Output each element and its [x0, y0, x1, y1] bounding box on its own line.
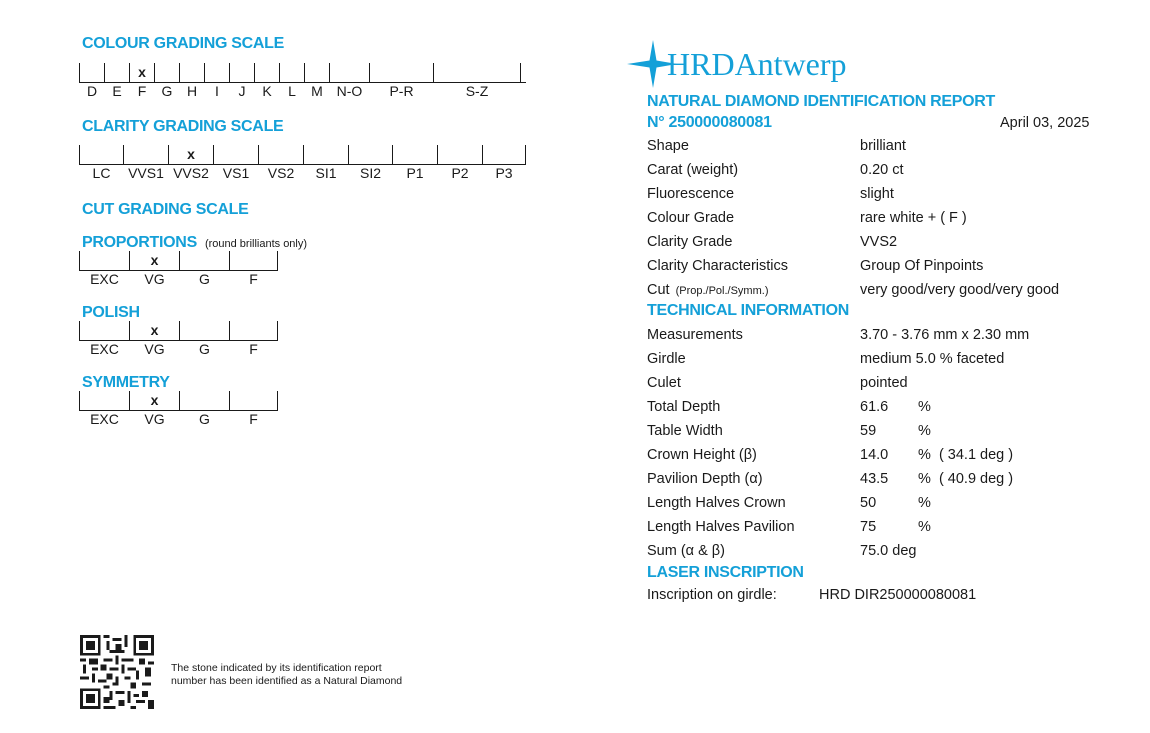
proportions-grade-cell	[129, 251, 179, 287]
colour-grade-label: G	[161, 83, 173, 99]
colour-grade-cell	[129, 63, 154, 99]
symmetry-grade-label: G	[199, 411, 210, 427]
clarity-grade-cell	[123, 145, 168, 181]
proportions-grade-mark: x	[150, 252, 159, 268]
clarity-grade-label: VVS2	[173, 165, 209, 181]
colour-grade-cell	[329, 63, 369, 99]
polish-grade-label: G	[199, 341, 210, 357]
polish-grade-label: F	[249, 341, 258, 357]
report-item-label: Shape	[647, 138, 689, 154]
inscription-value: HRD DIR250000080081	[819, 587, 977, 603]
clarity-grade-cell	[79, 145, 123, 181]
proportions-note: (round brilliants only)	[204, 238, 308, 250]
polish-grade-label: VG	[144, 341, 165, 357]
report-item-label: Carat (weight)	[647, 162, 739, 178]
logo-text: HRDAntwerp	[667, 46, 847, 82]
report-item-value: Group Of Pinpoints	[860, 258, 984, 274]
colour-grade-label: N-O	[336, 83, 363, 99]
report-item-value: slight	[860, 186, 894, 202]
proportions-scale	[79, 251, 278, 287]
footer-note: The stone indicated by its identification report number has been identified as a Natural Diamond	[171, 662, 403, 687]
clarity-grade-cell	[482, 145, 526, 181]
technical-item-value: 59	[860, 423, 877, 439]
proportions-grade-cell	[179, 251, 229, 287]
report-item-label: Colour Grade	[647, 210, 735, 226]
symmetry-grade-cell	[229, 391, 278, 427]
clarity-grade-label: LC	[92, 165, 111, 181]
colour-grade-label: J	[238, 83, 246, 99]
clarity-grade-cell	[348, 145, 392, 181]
polish-grade-label: EXC	[90, 341, 119, 357]
proportions-grade-label: G	[199, 271, 210, 287]
technical-item-value: pointed	[860, 375, 908, 391]
proportions-grade-label: F	[249, 271, 258, 287]
clarity-grade-cell	[258, 145, 303, 181]
report-item-value: rare white + ( F )	[860, 210, 967, 226]
colour-grading-scale	[79, 63, 526, 99]
polish-title: POLISH	[82, 304, 140, 321]
colour-grade-cell	[204, 63, 229, 99]
clarity-grade-cell	[392, 145, 437, 181]
cut-scale-title: CUT GRADING SCALE	[82, 201, 249, 218]
report-item-value: very good/very good/very good	[860, 282, 1060, 298]
symmetry-grade-cell	[129, 391, 179, 427]
proportions-title: PROPORTIONS (round brilliants only)	[82, 234, 308, 251]
symmetry-scale	[79, 391, 278, 427]
polish-grade-cell	[79, 321, 129, 357]
proportions-grade-label: EXC	[90, 271, 119, 287]
clarity-grade-label: SI2	[359, 165, 381, 181]
colour-grade-cell	[369, 63, 433, 99]
colour-grade-label: H	[186, 83, 198, 99]
clarity-grade-cell	[213, 145, 258, 181]
technical-item-unit: %	[918, 423, 931, 439]
polish-grade-mark: x	[150, 322, 159, 338]
polish-scale	[79, 321, 278, 357]
colour-grade-cell	[104, 63, 129, 99]
clarity-grade-label: P2	[451, 165, 469, 181]
clarity-grade-label: VVS1	[128, 165, 164, 181]
qr-code-icon	[80, 635, 154, 709]
colour-grade-cell	[254, 63, 279, 99]
colour-grade-label: F	[137, 83, 147, 99]
report-number: N° 250000080081	[647, 114, 772, 131]
inscription-label: Inscription on girdle:	[647, 587, 777, 603]
laser-title: LASER INSCRIPTION	[647, 564, 804, 581]
polish-grade-cell	[129, 321, 179, 357]
clarity-grade-label: VS2	[267, 165, 295, 181]
symmetry-grade-label: F	[249, 411, 258, 427]
report-item-label: Clarity Characteristics	[647, 258, 788, 274]
report-item-value: 0.20 ct	[860, 162, 904, 178]
colour-grade-mark: x	[138, 64, 146, 80]
colour-grade-label: M	[311, 83, 323, 99]
technical-item-label: Culet	[647, 375, 681, 391]
colour-grade-label: L	[288, 83, 296, 99]
symmetry-grade-cell	[179, 391, 229, 427]
technical-item-value: medium 5.0 % faceted	[860, 351, 1005, 367]
polish-grade-cell	[229, 321, 278, 357]
clarity-grading-scale	[79, 145, 526, 181]
clarity-grade-label: SI1	[315, 165, 337, 181]
technical-item-value: 3.70 - 3.76 mm x 2.30 mm	[860, 327, 1030, 343]
technical-item-label: Pavilion Depth (α)	[647, 471, 763, 487]
symmetry-title: SYMMETRY	[82, 374, 170, 391]
polish-grade-cell	[179, 321, 229, 357]
colour-grade-cell	[79, 63, 104, 99]
proportions-grade-cell	[79, 251, 129, 287]
clarity-grade-label: VS1	[222, 165, 250, 181]
symmetry-grade-label: VG	[144, 411, 165, 427]
colour-grade-cell	[179, 63, 204, 99]
clarity-grade-cell	[437, 145, 482, 181]
report-item-value: VVS2	[860, 234, 898, 250]
colour-grade-label: P-R	[389, 83, 414, 99]
technical-item-unit: % ( 40.9 deg )	[918, 471, 1014, 487]
technical-item-label: Crown Height (β)	[647, 447, 757, 463]
technical-title: TECHNICAL INFORMATION	[647, 302, 849, 319]
colour-scale-title: COLOUR GRADING SCALE	[82, 35, 285, 52]
technical-item-value: 50	[860, 495, 877, 511]
technical-item-value: 75	[860, 519, 877, 535]
technical-item-unit: % ( 34.1 deg )	[918, 447, 1014, 463]
symmetry-grade-label: EXC	[90, 411, 119, 427]
report-item-label: Cut (Prop./Pol./Symm.)	[647, 282, 769, 298]
technical-item-label: Girdle	[647, 351, 686, 367]
technical-item-unit: %	[918, 495, 931, 511]
technical-item-label: Length Halves Pavilion	[647, 519, 795, 535]
technical-item-value: 14.0	[860, 447, 889, 463]
colour-grade-cell	[433, 63, 521, 99]
technical-item-value: 61.6	[860, 399, 889, 415]
clarity-grade-cell	[303, 145, 348, 181]
colour-grade-label: E	[112, 83, 122, 99]
technical-item-label: Total Depth	[647, 399, 721, 415]
proportions-grade-label: VG	[144, 271, 165, 287]
report-date: April 03, 2025	[1000, 115, 1090, 131]
colour-grade-cell	[229, 63, 254, 99]
clarity-grade-label: P3	[495, 165, 513, 181]
report-item-label: Clarity Grade	[647, 234, 733, 250]
colour-grade-label: K	[262, 83, 272, 99]
clarity-grade-cell	[168, 145, 213, 181]
clarity-scale-title: CLARITY GRADING SCALE	[82, 118, 284, 135]
colour-grade-cell	[279, 63, 304, 99]
technical-item-label: Measurements	[647, 327, 743, 343]
symmetry-grade-cell	[79, 391, 129, 427]
technical-item-value: 75.0 deg	[860, 543, 917, 559]
proportions-grade-cell	[229, 251, 278, 287]
colour-grade-label: D	[86, 83, 98, 99]
report-item-label: Fluorescence	[647, 186, 735, 202]
technical-item-unit: %	[918, 519, 931, 535]
colour-grade-cell	[304, 63, 329, 99]
colour-grade-label: S-Z	[465, 83, 489, 99]
colour-grade-cell	[154, 63, 179, 99]
technical-item-label: Sum (α & β)	[647, 543, 725, 559]
clarity-grade-label: P1	[406, 165, 424, 181]
report-item-value: brilliant	[860, 138, 906, 154]
clarity-grade-mark: x	[187, 146, 195, 162]
technical-item-unit: %	[918, 399, 931, 415]
report-item-sublabel: (Prop./Pol./Symm.)	[675, 285, 769, 297]
symmetry-grade-mark: x	[150, 392, 159, 408]
technical-item-label: Table Width	[647, 423, 723, 439]
technical-item-label: Length Halves Crown	[647, 495, 786, 511]
colour-grade-label: I	[215, 83, 219, 99]
hrd-antwerp-logo	[625, 38, 865, 90]
report-title: NATURAL DIAMOND IDENTIFICATION REPORT	[647, 93, 995, 110]
technical-item-value: 43.5	[860, 471, 889, 487]
